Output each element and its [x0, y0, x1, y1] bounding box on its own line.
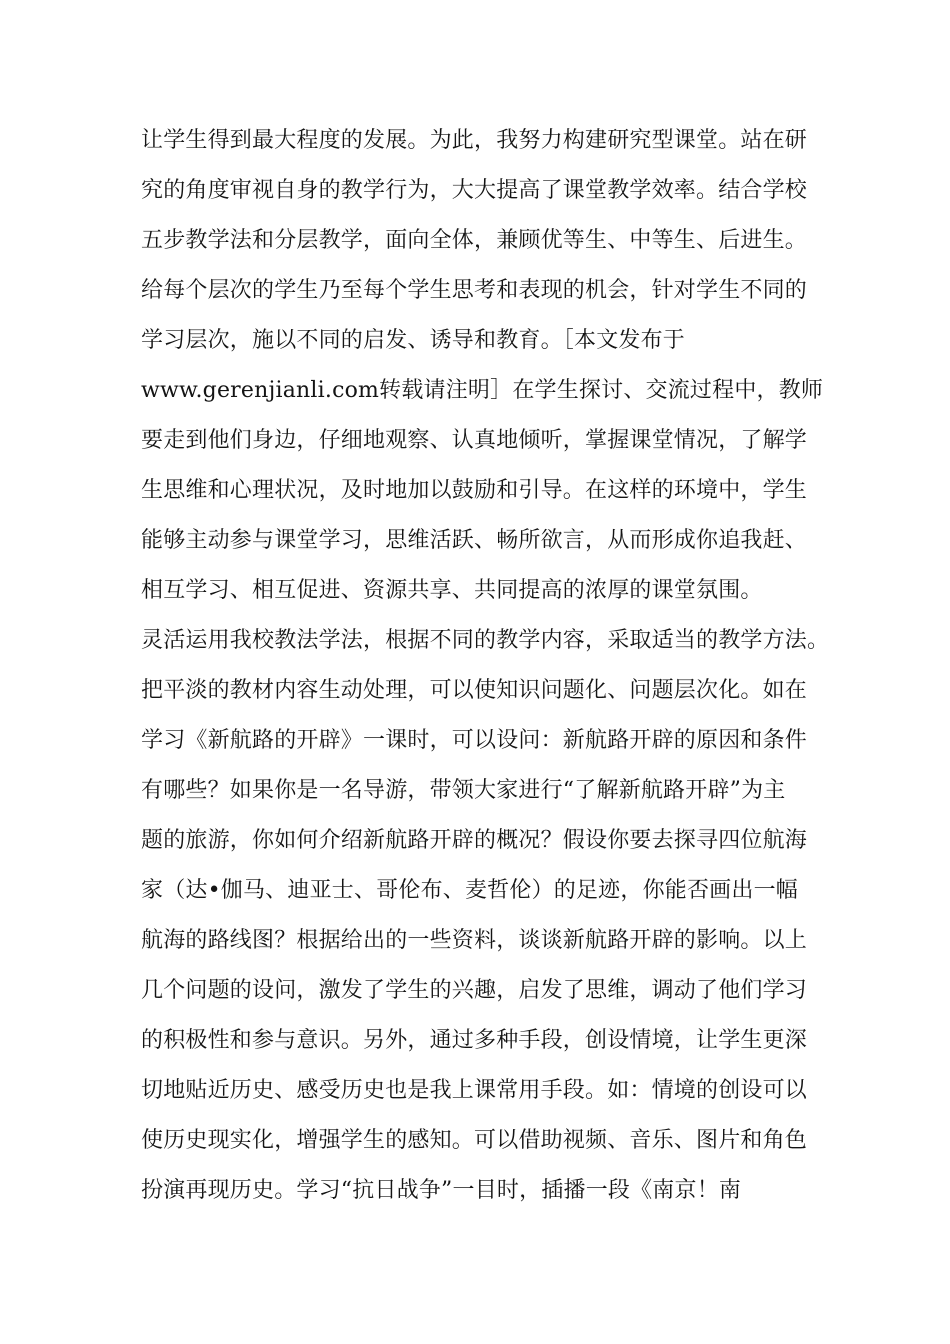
- text-line: 要走到他们身边，仔细地观察、认真地倾听，掌握课堂情况，了解学: [141, 428, 808, 453]
- text-line: www.gerenjianli.com转载请注明］在学生探讨、交流过程中，教师: [141, 378, 824, 403]
- text-line: 究的角度审视自身的教学行为，大大提高了课堂教学效率。结合学校: [141, 178, 808, 203]
- text-line: 题的旅游，你如何介绍新航路开辟的概况？假设你要去探寻四位航海: [141, 828, 808, 853]
- text-line: 航海的路线图？根据给出的一些资料，谈谈新航路开辟的影响。以上: [141, 928, 808, 953]
- text-line: 学习层次，施以不同的启发、诱导和教育。［本文发布于: [141, 328, 686, 353]
- text-line: 几个问题的设问，激发了学生的兴趣，启发了思维，调动了他们学习: [141, 978, 808, 1003]
- text-line: 相互学习、相互促进、资源共享、共同提高的浓厚的课堂氛围。: [141, 578, 763, 603]
- text-line: 把平淡的教材内容生动处理，可以使知识问题化、问题层次化。如在: [141, 678, 808, 703]
- text-line: 的积极性和参与意识。另外，通过多种手段，创设情境，让学生更深: [141, 1028, 808, 1053]
- text-line: 生思维和心理状况，及时地加以鼓励和引导。在这样的环境中，学生: [141, 478, 808, 503]
- text-line: 能够主动参与课堂学习，思维活跃、畅所欲言，从而形成你追我赶、: [141, 528, 808, 553]
- text-line: 有哪些？如果你是一名导游，带领大家进行“了解新航路开辟”为主: [141, 778, 786, 803]
- text-line: 五步教学法和分层教学，面向全体，兼顾优等生、中等生、后进生。: [141, 228, 808, 253]
- text-line: 让学生得到最大程度的发展。为此，我努力构建研究型课堂。站在研: [141, 128, 808, 153]
- text-line: 家（达•伽马、迪亚士、哥伦布、麦哲伦）的足迹，你能否画出一幅: [141, 878, 798, 903]
- text-line: 给每个层次的学生乃至每个学生思考和表现的机会，针对学生不同的: [141, 278, 808, 303]
- text-line: 切地贴近历史、感受历史也是我上课常用手段。如：情境的创设可以: [141, 1078, 808, 1103]
- text-line: 使历史现实化，增强学生的感知。可以借助视频、音乐、图片和角色: [141, 1128, 808, 1153]
- text-line: 灵活运用我校教法学法，根据不同的教学内容，采取适当的教学方法。: [141, 628, 830, 653]
- text-line: 扮演再现历史。学习“抗日战争”一目时，插播一段《南京！南: [141, 1178, 742, 1203]
- text-line: 学习《新航路的开辟》一课时，可以设问：新航路开辟的原因和条件: [141, 728, 808, 753]
